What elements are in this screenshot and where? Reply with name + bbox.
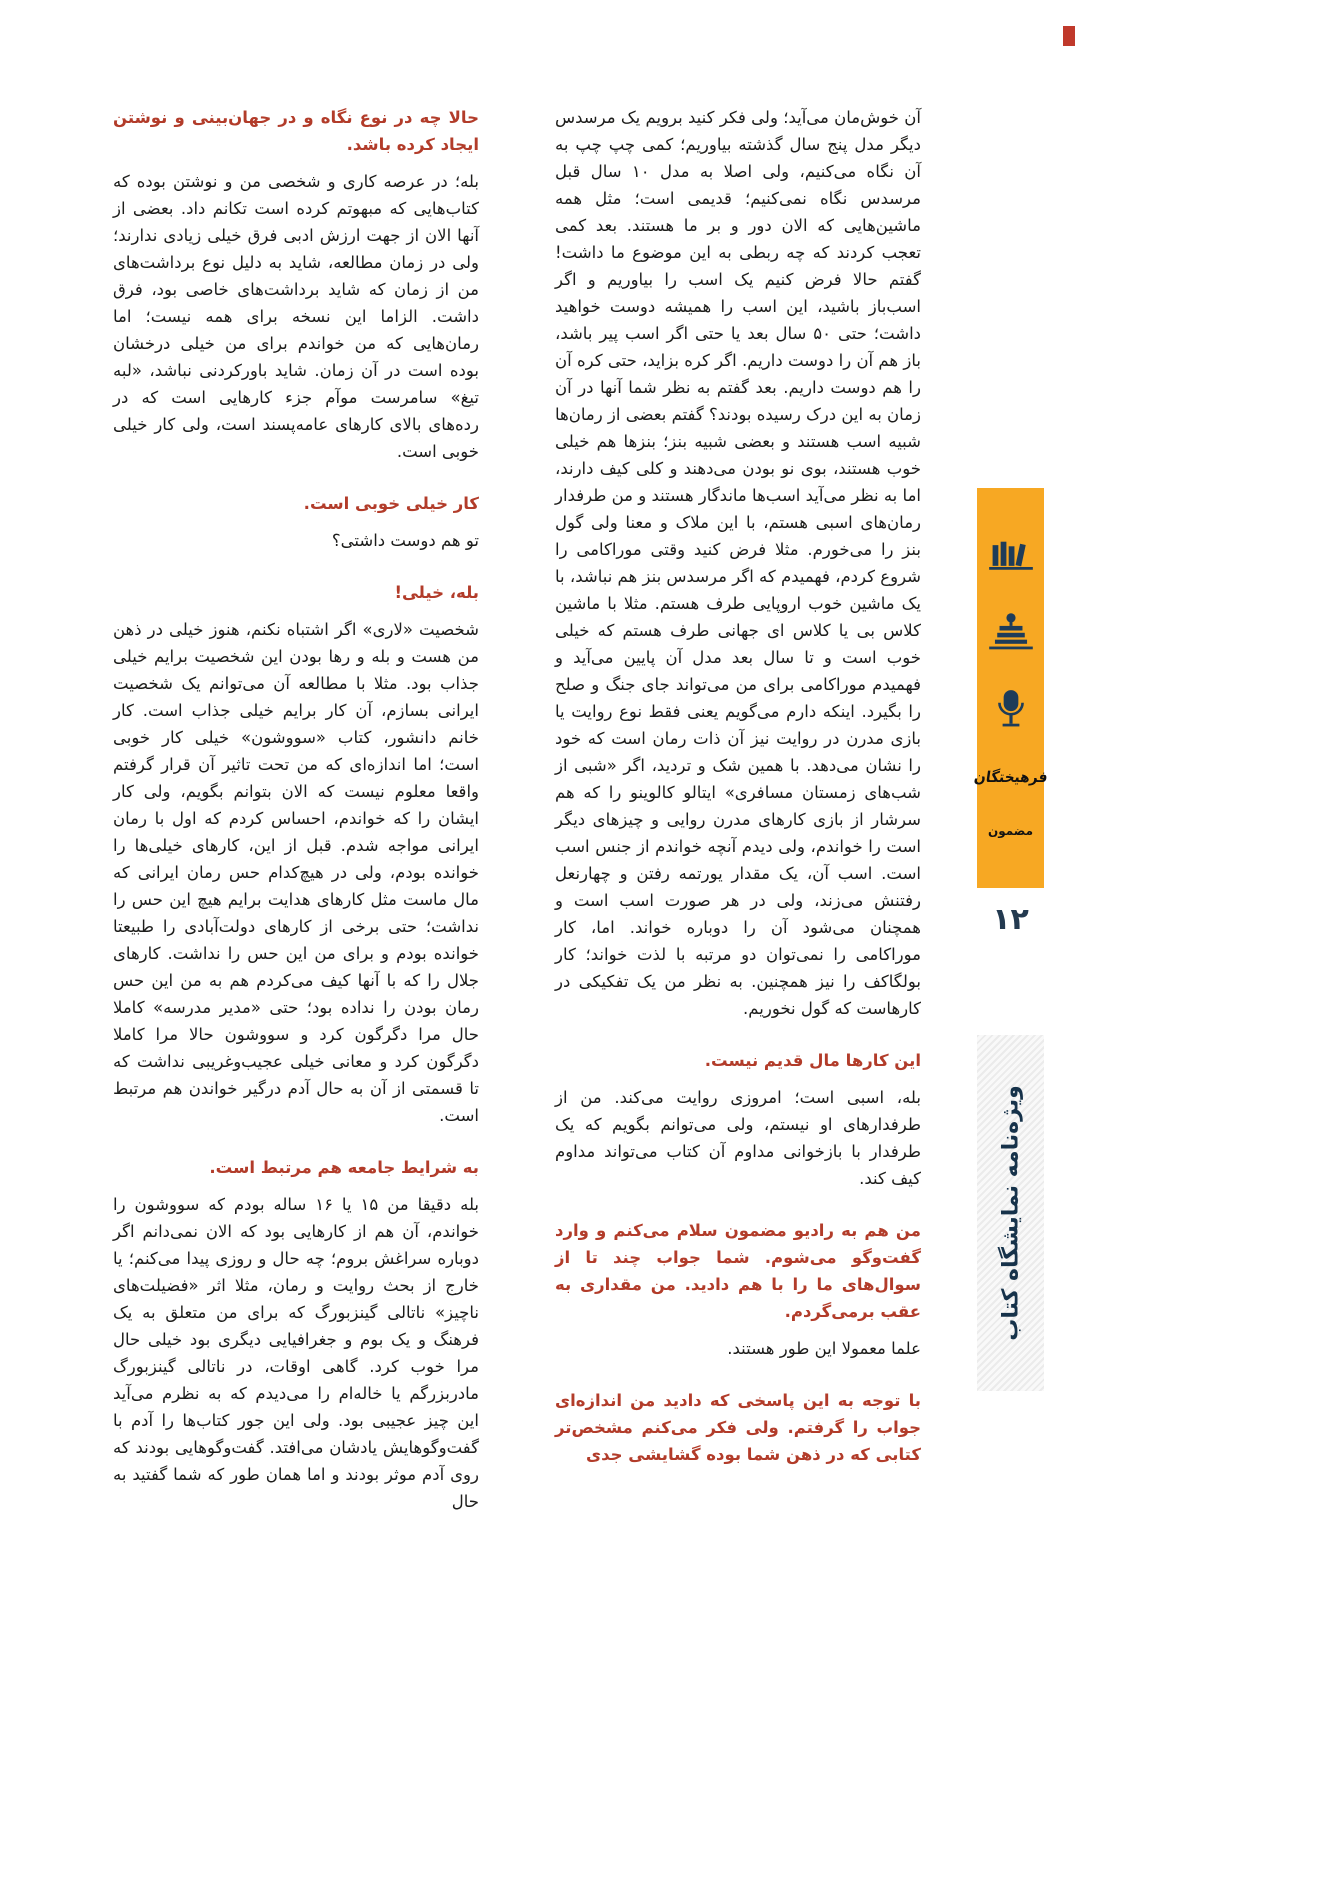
books-lamp-icon — [988, 611, 1034, 650]
interview-answer: تو هم دوست داشتی؟ — [331, 531, 479, 550]
sidebar — [972, 0, 1049, 1890]
issue-banner — [977, 1035, 1044, 1391]
interview-answer: شخصیت «لاری» اگر اشتباه نکنم، هنوز خیلی در ذهن من هست و بله و رها بودن این شخصیت برایم خیلی جذاب بود. مثلا با مطالعه آن می‌توانم یک شخصیت ایرانی بسازم، آن کار برایم خیلی جذاب است. کار خانم دانشور، کتاب «سووشون» خیلی کار خوبی است؛ اما اندازه‌ای که من تحت تاثیر آن قرار گرفتم واقعا معلوم نیست که الان بتوانم بگویم، ولی کار ایشان را که خواندم، احساس کردم که اول با رمان ایرانی مواجه شدم. قبل از این، کارهای خیلی‌ها را خوانده بودم، ولی در هیچ‌کدام حس رمان ایرانی که مال ماست مثل کارهای هدایت برایم هیچ این حس را نداشت؛ حتی برخی از کارهای دولت‌آبادی را طبیعتا خوانده بودم و برای من این حس را نداشت. کارهای جلال را که با آنها کیف می‌کردم هم به من این حس رمان بودن را نداده بود؛ حتی «مدیر مدرسه» کاملا حال مرا دگرگون کرد و سووشون حالا مرا کاملا دگرگون کرد و معانی خیلی عجیب‌وغریبی نداشت که تا قسمتی از آن به حال آدم درگیر خواندن هم مرتبط است. — [113, 620, 479, 1125]
brand-section-label: مضمون — [987, 824, 1034, 838]
interview-answer: بله، اسبی است؛ امروزی روایت می‌کند. من از طرفدارهای او نیستم، ولی می‌توانم بگویم که یک طرفدار با بازخوانی مداوم آن کتاب می‌تواند مداوم کیف کند. — [555, 1088, 921, 1188]
interview-answer: علما معمولا این طور هستند. — [727, 1339, 921, 1358]
crop-mark — [1063, 26, 1075, 46]
column-right — [555, 104, 921, 1515]
page-number: ۱۲ — [992, 902, 1029, 937]
column-left — [113, 104, 479, 1515]
issue-banner-text: ویژه‌نامه نمایشگاه کتاب — [998, 1085, 1023, 1341]
interview-answer: بله؛ در عرصه کاری و شخصی من و نوشتن بوده که کتاب‌هایی که مبهوتم کرده است تکانم داد. بعضی از آنها الان از جهت ارزش ادبی فرق خیلی زیادی ندارند؛ ولی در زمان مطالعه، شاید به دلیل نوع برداشت‌های من از زمان که شاید برداشت‌های خاصی بود، فرق داشت. الزاما این نسخه برای همه نیست؛ اما رمان‌هایی که من خواندم برای من خیلی درخشان بوده است در آن زمان. شاید باورکردنی نباشد، «لبه تیغ» سامرست موآم جزء کارهایی است که در رده‌های بالای کارهای عامه‌پسند است، ولی کار خیلی خوبی است. — [113, 172, 479, 461]
interview-question: کار خیلی خوبی است. — [303, 494, 479, 513]
microphone-icon — [990, 688, 1032, 730]
article-body — [113, 104, 921, 1515]
interview-question: این کارها مال قدیم نیست. — [704, 1051, 921, 1070]
bookshelf-icon — [988, 538, 1034, 573]
interview-question: من هم به رادیو مضمون سلام می‌کنم و وارد گفت‌وگو می‌شوم. شما جواب چند تا از سوال‌های ما را با هم دادید. من مقداری به عقب برمی‌گردم. — [555, 1221, 921, 1321]
interview-question: بله، خیلی! — [394, 583, 479, 602]
brand-logo: فرهیختگان — [972, 768, 1049, 786]
interview-answer: بله دقیقا من ۱۵ یا ۱۶ ساله بودم که سووشون را خواندم، آن هم از کارهایی بود که الان نمی‌دانم اگر دوباره سراغش بروم؛ چه حال و روزی پیدا می‌کنم؛ یا خارج از بحث روایت و رمان، مثلا اثر «فضیلت‌های ناچیز» ناتالی گینزبورگ که برای من متعلق به یک فرهنگ و یک بوم و جغرافیایی دیگری بود خیلی حال مرا خوب کرد. گاهی اوقات، در ناتالی گینزبورگ مادربزرگم یا خاله‌ام را می‌دیدم که به نظرم می‌آید این چیز عجیبی بود. ولی این جور کتاب‌ها را آدم با گفت‌وگوهایش یادشان می‌افتد. گفت‌وگوهایی بودند که روی آدم موثر بودند و اما همان طور که شما گفتید به حال — [113, 1195, 480, 1511]
interview-question: با توجه به این پاسخی که دادید من اندازه‌ای جواب را گرفتم. ولی فکر می‌کنم مشخص‌تر کتابی که در ذهن شما بوده گشایشی جدی — [555, 1391, 921, 1464]
interview-question: به شرایط جامعه هم مرتبط است. — [209, 1158, 479, 1177]
interview-answer: آن خوش‌مان می‌آید؛ ولی فکر کنید برویم یک مرسدس دیگر مدل پنج سال گذشته بیاوریم؛ کمی چپ چپ به آن نگاه می‌کنیم، ولی اصلا به مدل ۱۰ سال قبل مرسدس نگاه نمی‌کنیم؛ قدیمی است؛ مثل همه ماشین‌هایی که الان دور و بر ما هستند. بعد کمی تعجب کردند که چه ربطی به این موضوع ما داشت! گفتم حالا فرض کنیم یک اسب را بیاوریم و اگر اسب‌باز باشید، این اسب را همیشه دوست خواهید داشت؛ حتی ۵۰ سال بعد یا حتی اگر اسب پیر باشد، باز هم آن را دوست داریم. اگر کره بزاید، حتی کره آن را هم دوست داریم. بعد گفتم به نظر شما آنها در آن زمان به این درک رسیده بودند؟ گفتم بعضی از رمان‌ها شبیه اسب هستند و بعضی شبیه بنز؛ بنزها هم خیلی خوب هستند، بوی نو بودن می‌دهند و کلی کیف دارند، اما به نظر می‌آید اسب‌ها ماندگار هستند و من طرفدار رمان‌های اسبی هستم، با این ملاک و معنا ولی گول بنز را می‌خورم. مثلا فرض کنید وقتی موراکامی را شروع کردم، فهمیدم که اگر مرسدس بنز هم نباشد، با یک ماشین خوب اروپایی طرف هستم. مثلا با ماشین کلاس بی یا کلاس ای جهانی طرف هستم که خیلی خوب است و تا سال بعد مدل آن پایین می‌آید و فهمیدم موراکامی برای من می‌تواند جای جنگ و صلح را بگیرد. اینکه دارم می‌گویم یعنی فقط نوع روایت یا بازی مدرن در روایت نیز آن ذات رمان است که خود را نشان می‌دهد. با همین شک و تردید، اگر «شبی از شب‌های زمستان مسافری» ایتالو کالوینو را که هم سرشار از بازی کارهای مدرن روایی و چیزهای دیگر است را خواندم، ولی دیدم آنچه خواندم از جنس اسب است. اسب آن، یک مقدار یورتمه رفتن و چهارنعل رفتنش می‌زند، ولی در هر صورت اسب است و همچنان می‌شود آن را دوباره خواند. اما، کار موراکامی را نمی‌توان دو مرتبه با لذت خواند؛ کار بولگاکف را نیز همچنین. به نظر من یک تفکیکی در کارهاست که گول نخوریم. — [555, 108, 922, 1018]
brand-box — [972, 488, 1049, 888]
interview-question: حالا چه در نوع نگاه و در جهان‌بینی و نوشتن ایجاد کرده باشد. — [113, 108, 479, 154]
